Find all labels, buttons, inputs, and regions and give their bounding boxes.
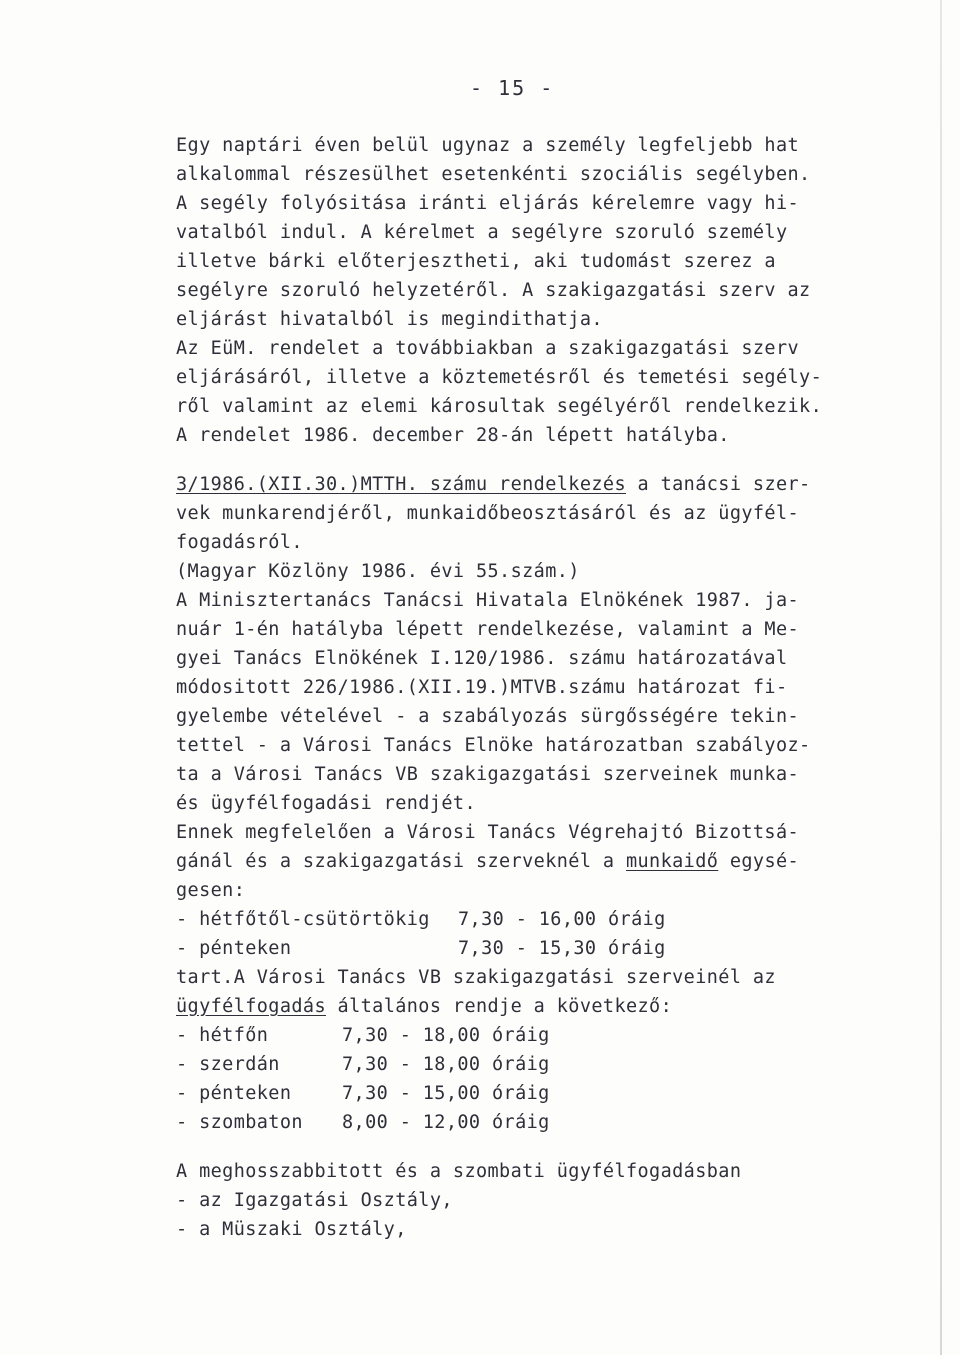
reception-row <box>176 1024 550 1048</box>
text-line: eljárásáról, illetve a köztemetésről és temetési segély- <box>176 367 823 388</box>
text-line: és ügyfélfogadási rendjét. <box>176 793 476 814</box>
text-line: - az Igazgatási Osztály, <box>176 1190 453 1211</box>
text-line: A Minisztertanács Tanácsi Hivatala Elnökének 1987. ja- <box>176 590 800 611</box>
reception-day: - hétfőn <box>176 1025 269 1046</box>
worktime-row <box>176 908 666 932</box>
text-fragment: egysé- <box>718 851 800 872</box>
text-line: A rendelet 1986. december 28-án lépett hatályba. <box>176 425 730 446</box>
text-fragment: gánál és a szakigazgatási szerveknél a <box>176 851 626 872</box>
text-line: (Magyar Közlöny 1986. évi 55.szám.) <box>176 561 580 582</box>
underlined-term: munkaidő <box>625 851 719 872</box>
text-line: Ennek megfelelően a Városi Tanács Végrehajtó Bizottsá- <box>176 822 800 843</box>
text-line: gyei Tanács Elnökének I.120/1986. számu határozatával <box>176 648 788 669</box>
text-line: - a Müszaki Osztály, <box>176 1219 407 1240</box>
text-line: gesen: <box>176 880 246 901</box>
worktime-hours: 7,30 - 15,30 óráig <box>458 938 666 959</box>
page-number: - 15 - <box>470 76 555 100</box>
text-line: tart.A Városi Tanács VB szakigazgatási szerveinél az <box>176 967 776 988</box>
text-line <box>176 850 799 874</box>
reception-hours: 7,30 - 18,00 óráig <box>342 1054 550 1075</box>
reception-row <box>176 1053 550 1077</box>
text-line: Egy naptári éven belül ugynaz a személy legfeljebb hat <box>176 135 800 156</box>
text-line: alkalommal részesülhet esetenkénti szociális segélyben. <box>176 164 811 185</box>
reception-hours: 8,00 - 12,00 óráig <box>342 1112 550 1133</box>
worktime-hours: 7,30 - 16,00 óráig <box>458 909 666 930</box>
decree-reference: 3/1986.(XII.30.)MTTH. számu rendelkezés <box>176 474 626 495</box>
worktime-row <box>176 937 666 961</box>
text-line: módositott 226/1986.(XII.19.)MTVB.számu határozat fi- <box>176 677 788 698</box>
reception-day: - szombaton <box>176 1112 303 1133</box>
underlined-term: ügyfélfogadás <box>176 996 326 1017</box>
reception-day: - szerdán <box>176 1054 280 1075</box>
reception-day: - pénteken <box>176 1083 292 1104</box>
reception-hours: 7,30 - 15,00 óráig <box>342 1083 550 1104</box>
worktime-day: - hétfőtől-csütörtökig <box>176 909 430 930</box>
text-line: nuár 1-én hatályba lépett rendelkezése, valamint a Me- <box>176 619 800 640</box>
text-line: tettel - a Városi Tanács Elnöke határozatban szabályoz- <box>176 735 811 756</box>
text-line: A meghosszabbitott és a szombati ügyfélfogadásban <box>176 1161 742 1182</box>
text-line: Az EüM. rendelet a továbbiakban a szakigazgatási szerv <box>176 338 800 359</box>
text-line <box>176 995 672 1019</box>
worktime-day: - pénteken <box>176 938 292 959</box>
text-line: gyelembe vételével - a szabályozás sürgősségére tekin- <box>176 706 800 727</box>
text-line: ta a Városi Tanács VB szakigazgatási szerveinek munka- <box>176 764 800 785</box>
text-line: ről valamint az elemi károsultak segélyéről rendelkezik. <box>176 396 823 417</box>
text-line: vek munkarendjéről, munkaidőbeosztásáról és az ügyfél- <box>176 503 800 524</box>
reception-row <box>176 1111 550 1135</box>
page-edge <box>940 0 942 1355</box>
text-fragment: a tanácsi szer- <box>625 474 811 495</box>
text-line: vatalból indul. A kérelmet a segélyre szoruló személy <box>176 222 788 243</box>
text-line: illetve bárki előterjesztheti, aki tudomást szerez a <box>176 251 776 272</box>
text-line: fogadásról. <box>176 532 303 553</box>
text-fragment: általános rendje a következő: <box>326 996 673 1017</box>
text-line: eljárást hivatalból is megindithatja. <box>176 309 603 330</box>
text-line <box>176 473 811 497</box>
text-line: A segély folyósitása iránti eljárás kérelemre vagy hi- <box>176 193 800 214</box>
text-line: segélyre szoruló helyzetéről. A szakigazgatási szerv az <box>176 280 811 301</box>
reception-hours: 7,30 - 18,00 óráig <box>342 1025 550 1046</box>
reception-row <box>176 1082 550 1106</box>
